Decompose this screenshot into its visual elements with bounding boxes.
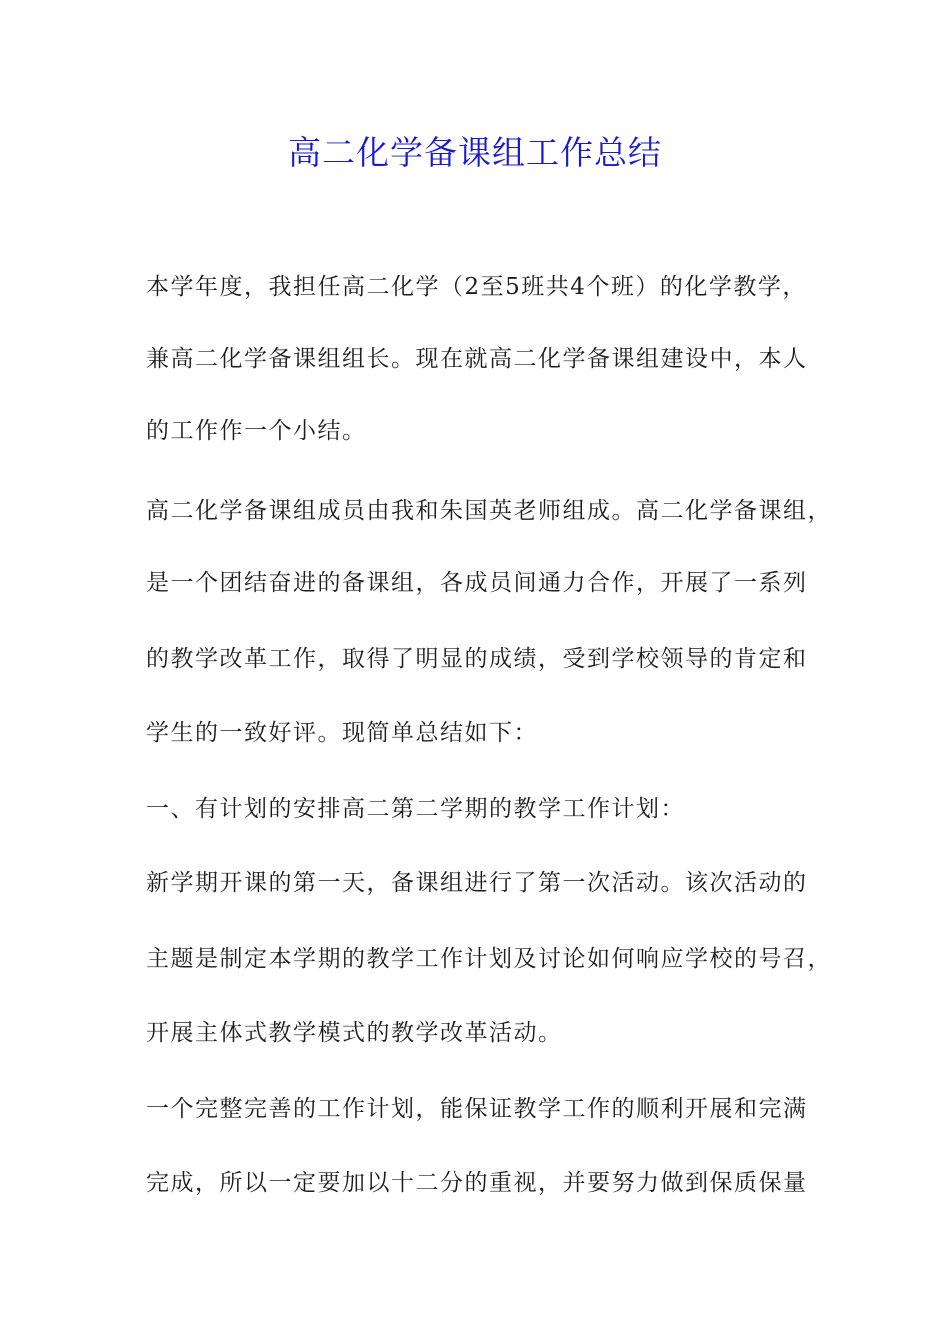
text-line: 开展主体式教学模式的教学改革活动。 (146, 1020, 563, 1046)
text-line: 高二化学备课组成员由我和朱国英老师组成。高二化学备课组， (146, 498, 832, 524)
text-line: 本学年度，我担任高二化学（2至5班共4个班）的化学教学， (146, 274, 807, 300)
text-line: 一个完整完善的工作计划，能保证教学工作的顺利开展和完满 (146, 1096, 808, 1122)
document-title: 高二化学备课组工作总结 (288, 133, 662, 172)
text-line: 是一个团结奋进的备课组，各成员间通力合作，开展了一系列 (146, 570, 808, 596)
text-line: 新学期开课的第一天，备课组进行了第一次活动。该次活动的 (146, 870, 808, 896)
text-line: 的教学改革工作，取得了明显的成绩，受到学校领导的肯定和 (146, 646, 808, 672)
text-line: 一、有计划的安排高二第二学期的教学工作计划： (146, 796, 685, 822)
text-line: 的工作作一个小结。 (146, 418, 367, 444)
text-line: 学生的一致好评。现简单总结如下： (146, 720, 538, 746)
text-line: 主题是制定本学期的教学工作计划及讨论如何响应学校的号召， (146, 946, 832, 972)
text-line: 兼高二化学备课组组长。现在就高二化学备课组建设中，本人 (146, 346, 808, 372)
text-line: 完成，所以一定要加以十二分的重视，并要努力做到保质保量 (146, 1170, 808, 1196)
